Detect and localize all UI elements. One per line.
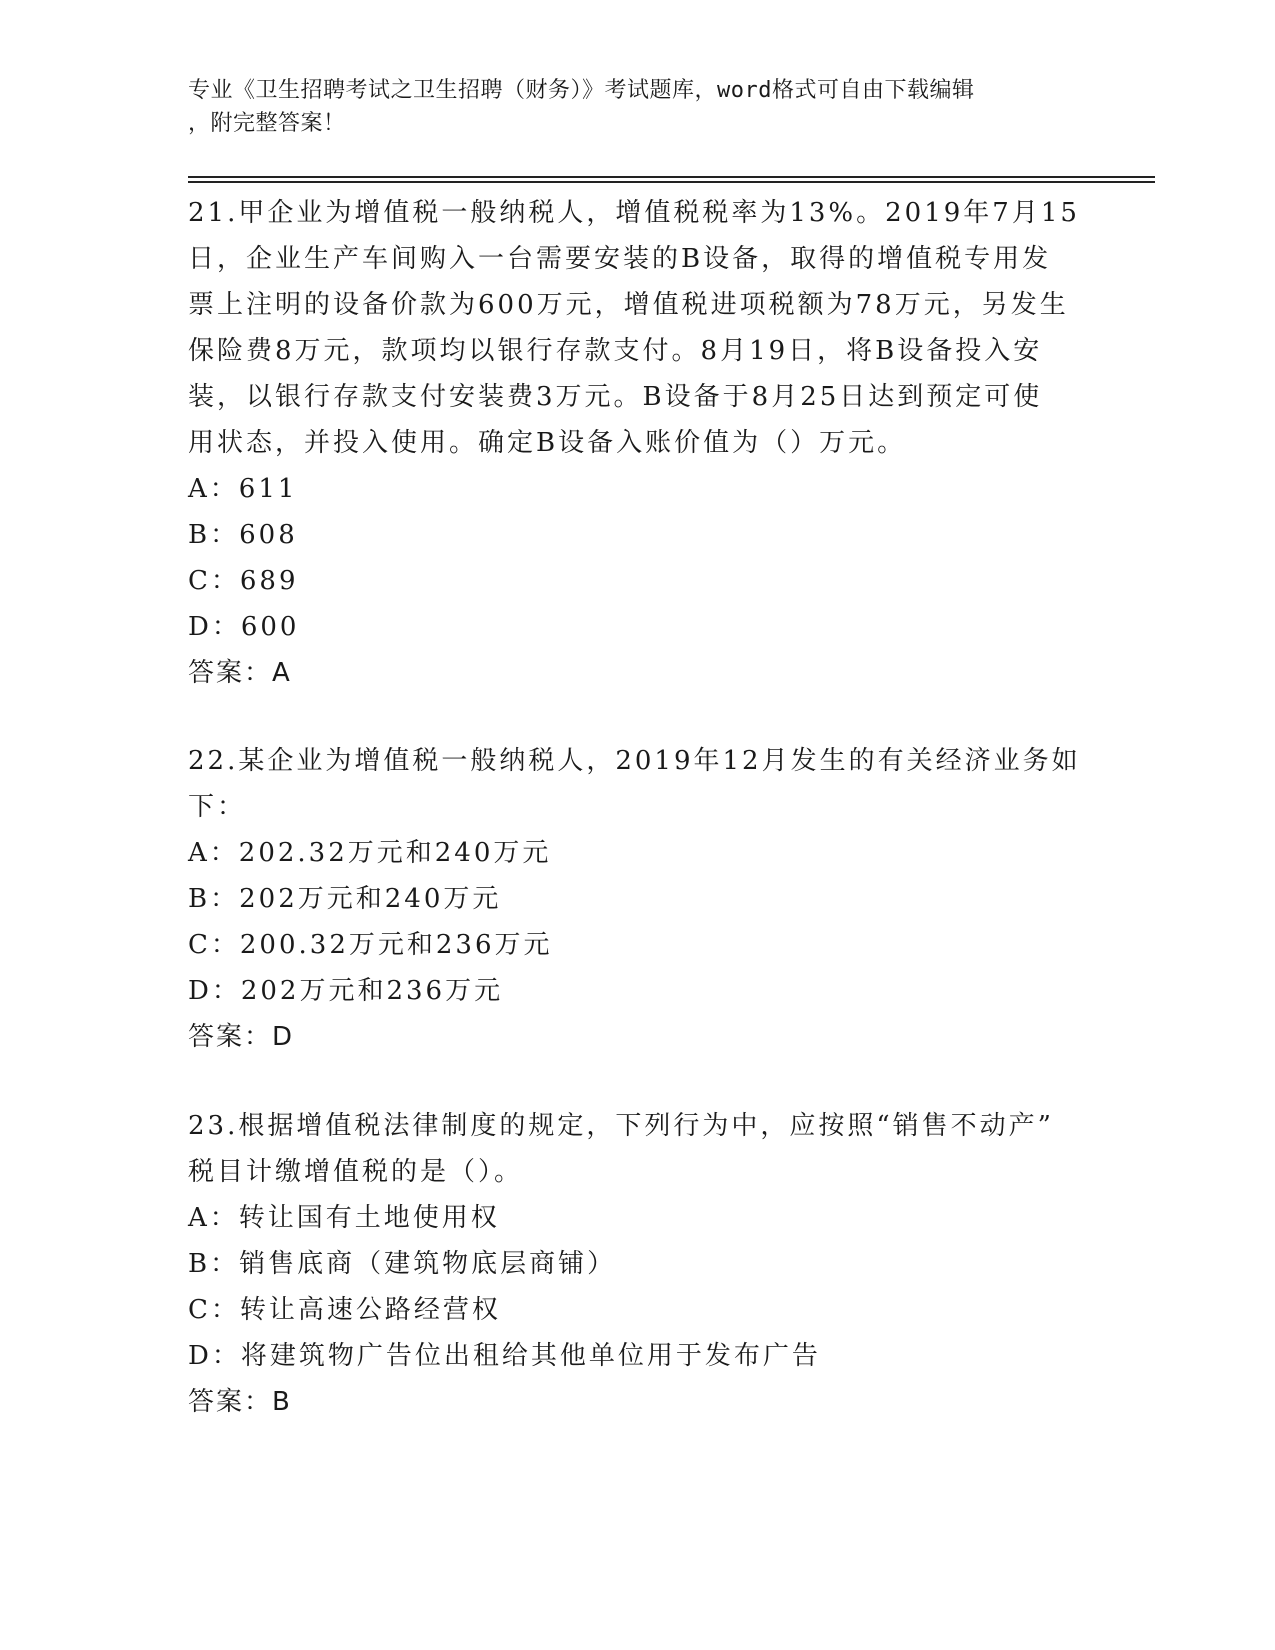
option-b: B：销售底商（建筑物底层商铺） bbox=[188, 1249, 617, 1279]
header-divider-bottom bbox=[188, 181, 1155, 183]
question-text-line: 下： bbox=[188, 792, 247, 822]
document-header bbox=[188, 74, 1068, 140]
option-c: C：689 bbox=[188, 566, 299, 596]
question-23 bbox=[188, 1103, 1088, 1425]
question-text-line: 票上注明的设备价款为600万元，增值税进项税额为78万元，另发生 bbox=[188, 290, 1069, 320]
question-text-line: 用状态，并投入使用。确定B设备入账价值为（）万元。 bbox=[188, 428, 907, 458]
option-b: B：608 bbox=[188, 520, 298, 550]
answer: 答案：A bbox=[188, 658, 292, 688]
option-d: D：202万元和236万元 bbox=[188, 976, 504, 1006]
answer: 答案：B bbox=[188, 1387, 292, 1417]
option-c: C：转让高速公路经营权 bbox=[188, 1295, 501, 1325]
header-divider-top bbox=[188, 176, 1155, 178]
option-b: B：202万元和240万元 bbox=[188, 884, 502, 914]
question-text-line: 21.甲企业为增值税一般纳税人，增值税税率为13%。2019年7月15 bbox=[188, 198, 1080, 228]
question-text-line: 22.某企业为增值税一般纳税人，2019年12月发生的有关经济业务如 bbox=[188, 746, 1081, 776]
question-22 bbox=[188, 738, 1088, 1060]
option-d: D：600 bbox=[188, 612, 300, 642]
header-line-1: 专业《卫生招聘考试之卫生招聘（财务）》考试题库，word格式可自由下载编辑 bbox=[188, 78, 975, 103]
question-text-line: 日，企业生产车间购入一台需要安装的B设备，取得的增值税专用发 bbox=[188, 244, 1052, 274]
option-a: A：转让国有土地使用权 bbox=[188, 1203, 500, 1233]
option-c: C：200.32万元和236万元 bbox=[188, 930, 553, 960]
question-text-line: 装，以银行存款支付安装费3万元。B设备于8月25日达到预定可使 bbox=[188, 382, 1043, 412]
question-text-line: 保险费8万元，款项均以银行存款支付。8月19日，将B设备投入安 bbox=[188, 336, 1043, 366]
question-text-line: 税目计缴增值税的是（）。 bbox=[188, 1157, 524, 1187]
question-text-line: 23.根据增值税法律制度的规定，下列行为中，应按照“销售不动产” bbox=[188, 1111, 1054, 1141]
header-line-2: ，附完整答案！ bbox=[188, 111, 346, 136]
answer: 答案：D bbox=[188, 1022, 295, 1052]
option-a: A：202.32万元和240万元 bbox=[188, 838, 552, 868]
option-d: D：将建筑物广告位出租给其他单位用于发布广告 bbox=[188, 1341, 821, 1371]
option-a: A：611 bbox=[188, 474, 298, 504]
question-21 bbox=[188, 190, 1088, 696]
